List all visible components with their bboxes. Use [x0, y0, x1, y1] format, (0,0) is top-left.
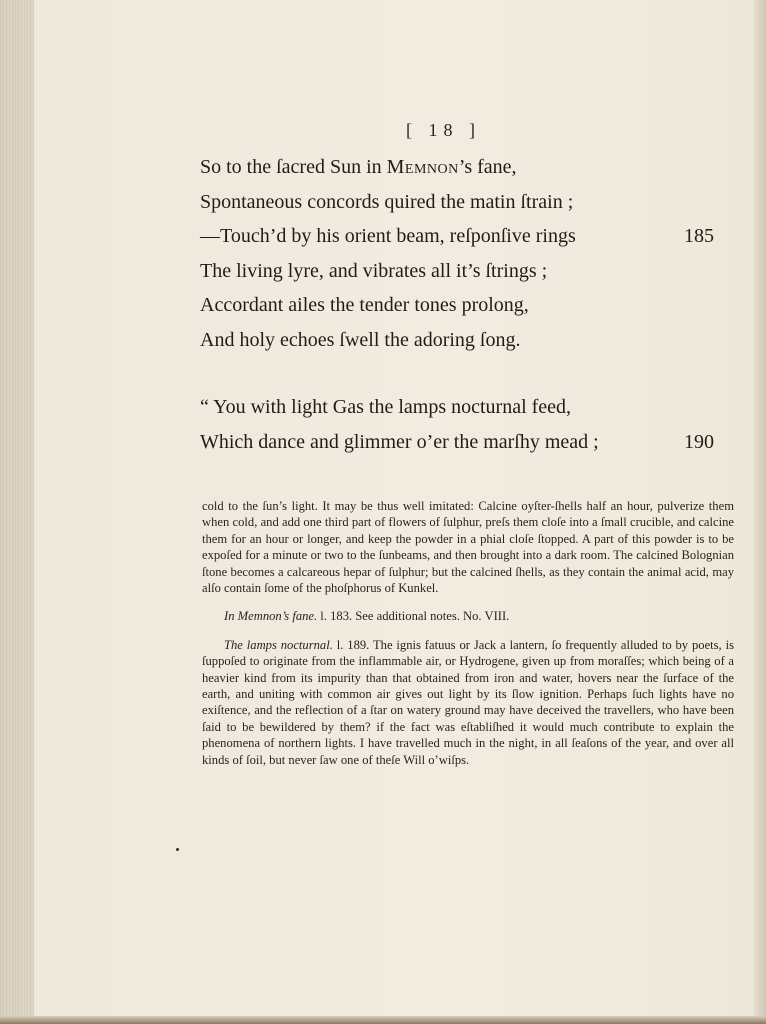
verse-text: The living lyre, and vibrates all it’s ſtrings ; — [200, 259, 548, 282]
ink-speck — [176, 848, 179, 851]
verse-line — [200, 294, 720, 329]
verse-name: Memnon — [386, 156, 459, 178]
verse-text: ’s fane, — [458, 156, 517, 178]
footnotes-block — [202, 498, 734, 768]
footnote-paragraph — [202, 498, 734, 596]
line-number: 190 — [684, 430, 714, 453]
stanza-break — [200, 363, 720, 396]
verse-line — [200, 191, 720, 226]
line-number: 185 — [684, 225, 714, 247]
page-right-edge — [754, 0, 766, 1024]
verse-line — [200, 431, 720, 466]
verse-line — [200, 156, 720, 191]
verse-text: —Touch’d by his orient beam, reſponſive rings — [200, 225, 576, 247]
verse-line — [200, 260, 720, 295]
verse-text: Accordant ailes the tender tones prolong, — [200, 294, 529, 316]
verse-text: “ You with light Gas the lamps nocturnal feed, — [200, 396, 572, 418]
page-bottom-edge — [0, 1016, 766, 1024]
footnote-text: cold to the ſun’s light. It may be thus well imitated: Calcine oyſter-ſhells half an hour, pulverize them when cold, and add one third part of flowers of ſulphur, preſs them cloſe into a ſmall crucible, and calcine them for an hour or longer, and keep the powder in a phial cloſe ſtopped. A part of this powder is to be expoſed for a minute or two to the ſunbeams, and then brought into a dark room. The calcined Bolognian ſtone becomes a calcareous hepar of ſulphur; but the calcined ſhells, as they contain the animal acid, may alſo contain ſome of the phoſphorus of Kunkel. — [202, 499, 734, 596]
verse-line — [200, 329, 720, 364]
verse-block — [200, 156, 720, 465]
footnote-heading: The lamps nocturnal. — [224, 637, 333, 652]
footnote-heading: In Memnon’s fane. — [224, 609, 318, 624]
verse-text: And holy echoes ſwell the adoring ſong. — [200, 328, 521, 351]
verse-line — [200, 396, 720, 431]
verse-text: So to the ſacred Sun in — [200, 156, 387, 178]
footnote-text: l. 189. The ignis fatuus or Jack a lantern, ſo frequently alluded to by poets, is ſuppoſed to originate from the inflammable air, or Hydrogene, given up from moraſſes; which being of a heavier kind from its impurity than that obtained from iron and water, hovers near the ſurface of the earth, and uniting with common air gives out light by its ſlow ignition. Perhaps ſuch lights have no exiſtence, and the reflection of a ſtar on watery ground may have deceived the travellers, who have been ſaid to be bewildered by them? if the fact was eſtabliſhed it would much contribute to explain the phenomena of northern lights. I have travelled much in the night, in all ſeaſons of the year, and over all kinds of ſoil, but never ſaw one of theſe Will o’wiſps. — [202, 637, 734, 767]
verse-text: Spontaneous concords quired the matin ſtrain ; — [200, 190, 574, 213]
page-stack-edge — [0, 0, 34, 1024]
book-page — [38, 0, 754, 1016]
verse-line — [200, 225, 720, 260]
footnote-paragraph — [202, 608, 734, 624]
verse-text: Which dance and glimmer o’er the marſhy mead ; — [200, 430, 599, 453]
footnote-text: l. 183. See additional notes. No. VIII. — [317, 609, 510, 624]
page-number: [ 18 ] — [406, 120, 481, 140]
footnote-paragraph — [202, 637, 734, 768]
